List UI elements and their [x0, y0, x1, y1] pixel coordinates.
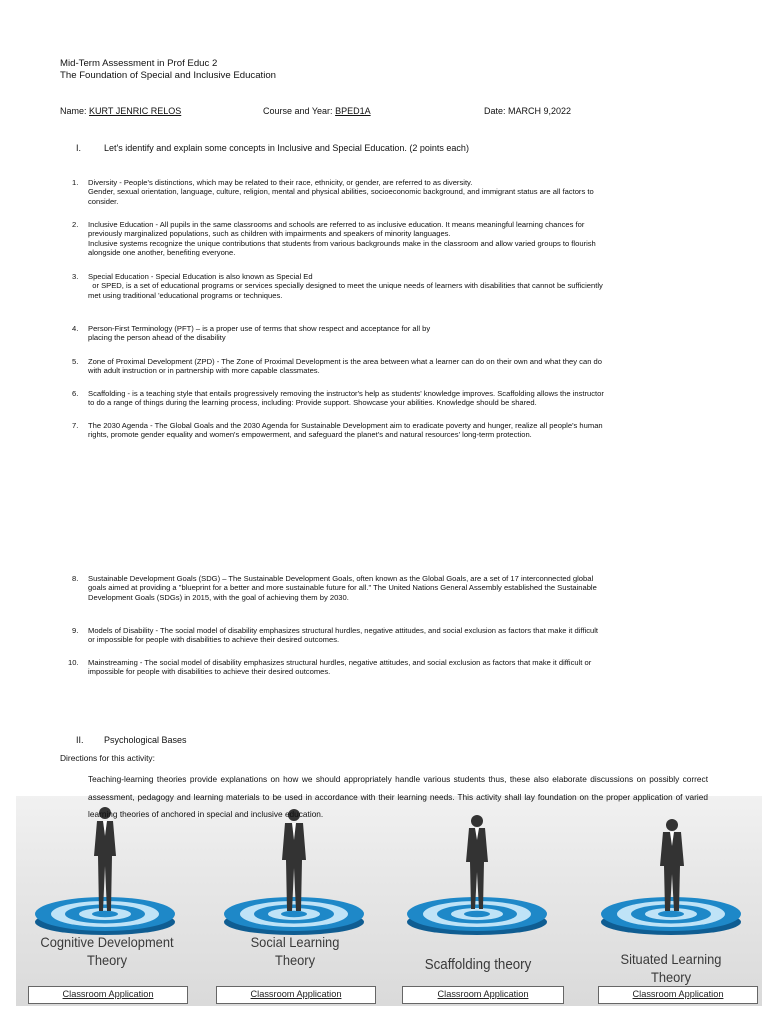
doc-title: Mid-Term Assessment in Prof Educ 2 — [60, 58, 218, 69]
item-line: to do a range of things during the learning process, including: Provide support. Showcase your abilities. Knowledge should be shared. — [88, 398, 537, 408]
item-line: The 2030 Agenda - The Global Goals and the 2030 Agenda for Sustainable Development aim to eradicate poverty and hunger, realize all people's human — [88, 421, 603, 430]
course-label: Course and Year: — [263, 106, 333, 116]
item-line: Diversity - People's distinctions, which may be related to their race, ethnicity, or gender, are referred to as diversity. — [88, 178, 473, 187]
item-line: or impossible for people with disabilities to achieve their desired outcomes. — [88, 635, 340, 645]
item-line: Models of Disability - The social model of disability emphasizes structural hurdles, negative attitudes, and social exclusion as factors that make it difficult — [88, 626, 599, 635]
course-value: BPED1A — [335, 106, 371, 116]
section2-numeral: II. — [76, 735, 84, 745]
theory-title-line: Theory — [86, 952, 128, 968]
button-label: Classroom Application — [632, 989, 724, 999]
item-line: goals aimed at providing a "blueprint for a better and more sustainable future for all." The United Nations General Assembly established the Sustainable — [88, 583, 597, 593]
item-line: Zone of Proximal Development (ZPD) - The Zone of Proximal Development is the area between what a learner can do on their own and what they can do — [88, 357, 602, 366]
list-item — [72, 574, 712, 602]
item-number: 2. — [72, 220, 79, 229]
list-item — [72, 178, 712, 206]
item-line: Special Education - Special Education is also known as Special Ed — [88, 272, 313, 281]
section1-numeral: I. — [76, 143, 82, 153]
businessperson-icon — [658, 818, 686, 914]
item-number: 7. — [72, 421, 79, 430]
section2-title: Psychological Bases — [104, 735, 187, 745]
button-label: Classroom Application — [250, 989, 342, 999]
item-line: consider. — [88, 196, 119, 206]
list-item — [72, 272, 712, 300]
item-line: with adult instruction or in partnership with more capable classmates. — [88, 366, 320, 376]
name-field — [60, 106, 181, 116]
item-number: 9. — [72, 626, 79, 635]
target-figure-4 — [600, 836, 742, 936]
item-number: 10. — [68, 658, 79, 667]
item-number: 4. — [72, 324, 79, 333]
list-item — [72, 421, 712, 440]
name-value: KURT JENRIC RELOS — [89, 106, 182, 116]
item-line: alongside one another, benefiting everyone. — [88, 248, 236, 258]
date-value: MARCH 9,2022 — [508, 106, 572, 116]
button-label: Classroom Application — [62, 989, 154, 999]
item-number: 1. — [72, 178, 79, 187]
list-item — [72, 357, 712, 376]
item-line: Development Goals (SDGs) in 2015, with the goal of achieving them by 2030. — [88, 592, 349, 602]
target-figure-1 — [34, 836, 176, 936]
target-figure-2 — [223, 836, 365, 936]
list-item — [68, 658, 712, 677]
item-line: met using traditional 'educational programs or techniques. — [88, 290, 283, 300]
item-line: previously marginalized populations, such as children with impairments and speakers of minority languages. — [88, 229, 451, 239]
item-number: 8. — [72, 574, 79, 583]
classroom-application-button[interactable] — [598, 986, 758, 1004]
classroom-application-button[interactable] — [402, 986, 564, 1004]
theory-title-line: Cognitive Development — [40, 934, 174, 950]
directions-label: Directions for this activity: — [60, 753, 155, 763]
item-line: or SPED, is a set of educational programs or services specially designed to meet the unique needs of learners with disabilities that cannot be sufficiently — [88, 281, 603, 291]
button-label: Classroom Application — [437, 989, 529, 999]
item-line: Person-First Terminology (PFT) – is a proper use of terms that show respect and acceptance for all by — [88, 324, 431, 333]
list-item — [72, 220, 712, 258]
item-line: Inclusive Education - All pupils in the same classrooms and schools are referred to as inclusive education. It means meaningful learning chances for — [88, 220, 585, 229]
theory-title-line: Situated Learning — [620, 951, 722, 967]
item-line: impossible for people with disabilities to achieve their desired outcomes. — [88, 667, 331, 677]
item-number: 5. — [72, 357, 79, 366]
course-field — [263, 106, 371, 116]
item-line: rights, promote gender equality and women's empowerment, and safeguard the planet's and natural resources' long-term protection. — [88, 430, 532, 440]
item-line: Gender, sexual orientation, language, culture, religion, mental and physical abilities, socioeconomic background, and immigrant status are all factors to — [88, 187, 594, 197]
businesswoman-icon — [464, 814, 490, 912]
list-item — [72, 324, 712, 343]
item-line: Scaffolding - is a teaching style that entails progressively removing the instructor's help as students' knowledge improves. Scaffolding allows the instructor — [88, 389, 604, 398]
businessperson-icon — [279, 808, 309, 914]
theory-title-3 — [404, 956, 551, 974]
item-line: Sustainable Development Goals (SDG) – The Sustainable Development Goals, often known as the Global Goals, are a set of 17 interconnected global — [88, 574, 594, 583]
date-label: Date: — [484, 106, 506, 116]
theory-title-1 — [38, 933, 176, 969]
list-item — [72, 626, 712, 645]
directions-paragraph: Teaching-learning theories provide explanations on how we should appropriately handle various students thus, these also elaborate discussions on possibly correct assessment, pedagogy and learning materials to be used in accordance with their learning needs. This activity shall lay foundation on the proper application of varied learning theories of anchored in special and inclusive education. — [88, 774, 708, 820]
item-line: Mainstreaming - The social model of disability emphasizes structural hurdles, negative attitudes, and social exclusion as factors that make it difficult or — [88, 658, 592, 667]
item-number: 3. — [72, 272, 79, 281]
classroom-application-button[interactable] — [216, 986, 376, 1004]
name-label: Name: — [60, 106, 87, 116]
list-item — [72, 389, 712, 408]
target-figure-3 — [406, 836, 548, 936]
item-number: 6. — [72, 389, 79, 398]
theory-title-4 — [602, 950, 740, 986]
theory-title-line: Theory — [274, 952, 316, 968]
theories-banner — [16, 796, 762, 1006]
theory-title-line: Scaffolding theory — [424, 957, 532, 973]
date-field — [484, 106, 571, 116]
theory-title-line: Social Learning — [250, 934, 340, 950]
doc-subtitle: The Foundation of Special and Inclusive Education — [60, 70, 276, 81]
theory-title-2 — [226, 933, 364, 969]
classroom-application-button[interactable] — [28, 986, 188, 1004]
item-line: placing the person ahead of the disability — [88, 333, 226, 343]
item-line: Inclusive systems recognize the unique contributions that students from various backgrounds make in the classroom and allow varied groups to flourish — [88, 238, 596, 248]
section1-title: Let's identify and explain some concepts in Inclusive and Special Education. (2 points each) — [104, 143, 469, 153]
theory-title-line: Theory — [650, 969, 692, 985]
